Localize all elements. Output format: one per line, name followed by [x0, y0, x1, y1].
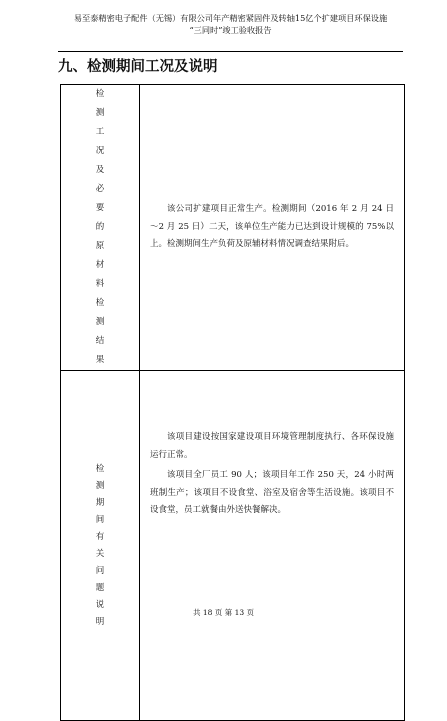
row-content-cell	[140, 371, 405, 721]
row-label-issues: 检测期间有关问题说明	[95, 463, 105, 627]
header-title-line1: 易至泰精密电子配件（无锡）有限公司年产精密紧固件及转轴15亿个扩建项目环保设施	[73, 13, 388, 23]
inspection-table	[60, 84, 405, 721]
row-label-conditions: 检测工况及必要的原材料检测结果	[95, 89, 105, 365]
header-divider	[58, 51, 403, 52]
document-header	[58, 12, 403, 36]
table-row	[61, 371, 405, 721]
issues-paragraph-1: 该项目建设按国家建设项目环境管理制度执行、各环保设施运行正常。	[150, 432, 394, 460]
row-content-cell	[140, 85, 405, 371]
row-label-cell	[61, 371, 140, 721]
page-number: 共 18 页 第 13 页	[192, 608, 254, 617]
section-title: 九、检测期间工况及说明	[58, 59, 218, 75]
conditions-text: 该公司扩建项目正常生产。检测期间（2016 年 2 月 24 日～2 月 25 日）二天，该单位生产能力已达到设计规模的 75%以上。检测期间生产负荷及原辅材料情况调查结果附后。	[150, 204, 394, 250]
issues-paragraph-2: 该项目全厂员工 90 人；该项目年工作 250 天，24 小时两班制生产；该项目不设食堂、浴室及宿舍等生活设施。该项目不设食堂，员工就餐由外送快餐解决。	[150, 470, 394, 515]
row-label-cell	[61, 85, 140, 371]
table-row	[61, 85, 405, 371]
header-title-line2: “三同时”竣工验收报告	[189, 25, 272, 35]
